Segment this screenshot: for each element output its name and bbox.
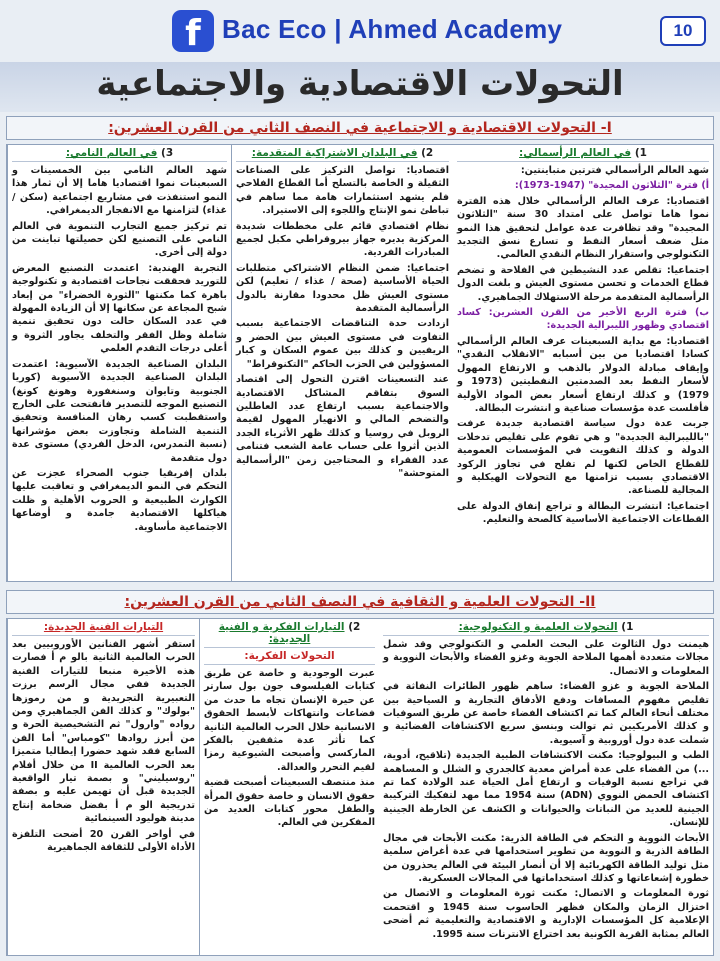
paragraph: أ) فترة "الثلاثون المجيدة" (1947-1973): (514, 180, 709, 192)
paragraph: بلدان إفريقيا جنوب الصحراء عجزت عن التحكم في النمو الديمغرافي و تعاقبت عليها الكوارث الطبيعية و الحروب الأهلية و ظلت هياكلها الاقتصادية جامدة و أوضاعها الاجتماعية مأساوية. (12, 467, 227, 533)
brand-name: Bac Eco | Ahmed Academy (222, 14, 563, 44)
col-scientific-changes (379, 619, 713, 955)
facebook-icon: f (172, 10, 214, 52)
paragraph: ازدادت حدة التناقضات الاجتماعية بسبب التفاوت في مستوى العيش بين الحضر و الريفيين و كذلك بين عموم السكان و كبار المسؤولين في الحزب الحاكم "التكنوقراط" (236, 318, 449, 370)
col-socialist-heading: 2) في البلدان الاشتراكية المتقدمة: (236, 147, 449, 162)
col-artistic-heading: التيارات الفنية الجديدة: (12, 621, 195, 636)
paragraph: ب) فترة الربع الأخير من القرن العشرين: كساد اقتصادي وظهور الليبرالية الجديدة: (457, 307, 709, 332)
paragraph: تم تركيز جميع التجارب التنموية في العالم النامي على التصنيع لكن حصيلتها تباينت من دولة إلى أخرى. (12, 220, 227, 259)
paragraph: شهد العالم الرأسمالي فترتين متباينتين: (520, 165, 709, 176)
col-artistic-currents (7, 619, 199, 955)
paragraph: منذ منتصف السبعينات أصبحت قضية حقوق الانسان و خاصة حقوق المرأة والطفل محور كتابات العديد من المفكرين في العالم. (204, 777, 375, 829)
paragraph: في أواخر القرن 20 أضحت التلفزة الأداة الأولى للثقافة الجماهيرية (12, 828, 195, 854)
paragraph: شهد العالم النامي بين الخمسينات و السبعينات نموا اقتصاديا هاما إلا أن ثمار هذا النمو استنفذت في مشاريع اجتماعية (سكن / غذاء) لتزامنها مع الانفجار الديمغرافي. (12, 165, 227, 217)
col-developing-world (7, 145, 231, 581)
section-2-heading-text: II- التحولات العلمية و الثقافية في النصف الثاني من القرن العشرين: (124, 594, 596, 610)
page-title: التحولات الاقتصادية والاجتماعية (96, 64, 624, 104)
paragraph: اقتصاديا: مع بداية السبعينات عرف العالم الرأسمالي كسادا اقتصاديا من بين أسبابه "الانقلاب النقدي" وإيقاف مبادلة الدولار بالذهب و الارتفاع المهول لأسعار النفط بعد الصدمتين النفطيتين (1973 و 1979) و كذلك ارتفاع أسعار بعض المواد الأولية فأفلست عدة مؤسسات صناعية و انتشرت البطالة. (457, 335, 709, 414)
paragraph: الأبحاث النووية و التحكم في الطاقة الذرية: مكنت الأبحاث في مجال الطاقة الذرية و النووية من تطوير استخدامها في عدة أغراض سلمية مثل توليد الطاقة الكهربائية إلا أن أنصار البيئة في العالم يحذرون من خطورة إشعاعاتها و كذلك استخداماتها في المجالات العسكرية. (383, 832, 709, 884)
title-banner (0, 62, 720, 112)
paragraph: الطب و البيولوجيا: مكنت الاكتشافات الطبية الجديدة (تلاقيح، أدوية، ...) من القضاء على عدة أمراض معدية كالجدري و الشلل و المساهمة في تراجع نسبة الوفيات و ارتفاع أمل الحياة عند الولادة كما تم اكتشاف الحمض النووي (ADN) سنة 1954 مما مهد لتفكيك التركيبة الجينية للعديد من النباتات والحيوانات و الكشف عن الخارطة الجينية للإنسان. (383, 750, 710, 829)
page-header (0, 0, 720, 62)
col-intellectual-heading: 2) التيارات الفكرية و الفنية الجديدة: (204, 621, 375, 648)
section-1-heading (6, 116, 714, 140)
section-1-heading-text: I- التحولات الاقتصادية و الاجتماعية في النصف الثاني من القرن العشرين: (108, 120, 612, 136)
col-scientific-heading: 1) التحولات العلمية و التكنولوجية: (383, 621, 709, 636)
col-intellectual-changes (199, 619, 379, 955)
col-socialist-countries (231, 145, 453, 581)
page-number-badge: 10 (660, 16, 706, 46)
paragraph: البلدان الصناعية الجديدة الآسيوية: اعتمدت البلدان الصناعية الجديدة الآسيوية (كوريا الجنوبية وتايوان وسنغفورة وهونغ كونغ) التصنيع الموجه للتصدير فانفتحت على الخارج واستقطبت كسب رهان المنافسة وتحقيق التنمية الشاملة وتجاوزت بعض مؤشراتها (نسبة التمدرس، الدخل الفردي) مستوى عدة دول متقدمة (12, 358, 227, 464)
paragraph: اجتماعيا: ضمن النظام الاشتراكي متطلبات الحياة الأساسية (صحة / غذاء / تعليم) لكن مستوى العيش ظل محدودا مقارنة بالدول الرأسمالية المتقدمة (236, 262, 449, 315)
section-2-panel (6, 618, 714, 956)
paragraph: التجربة الهندية: اعتمدت التصنيع المعرض للتوريد فحققت نجاحات اقتصادية و تكنولوجية باهرة كما مكنتها "الثورة الخضراء" من إبعاد شبح المجاعة عن سكانها إلا أن الزيادة المهولة في عدد السكان حالت دون تحقيق تنمية شاملة وظل الفقر والتخلف يجاور الثروة و أعلى درجات التقدم العلمي (12, 262, 227, 355)
paragraph: اجتماعيا: انتشرت البطالة و تراجع إنفاق الدولة على القطاعات الاجتماعية الأساسية كالصحة والتعليم. (457, 500, 709, 526)
col-capitalist-world (453, 145, 713, 581)
col-developing-heading: 3) في العالم النامي: (12, 147, 227, 162)
paragraph: عبرت الوجودية و خاصة عن طريق كتابات الفيلسوف جون بول سارتر عن حيرة الإنسان تجاه ما حدث من فضاعات وانتهاكات لأبسط الحقوق الانسانية خلال الحرب العالمية الثانية كما تأثر عدة مثقفين بالفكر الماركسي وأصبحت الشيوعية رمزا لقيم التحرر والعدالة. (204, 668, 375, 773)
section-1-panel (6, 144, 714, 582)
paragraph: ثورة المعلومات و الاتصال: مكنت ثورة المعلومات و الاتصال من اختزال الزمان والمكان فظهر الحاسوب سنة 1945 و اقتحمت الإعلامية كل المؤسسات الإدارية و الاقتصادية والتعليمية ثم أضحى العالم بمثابة القرية الكونية بعد اختراع الانترنات سنة 1995. (383, 888, 709, 940)
col-capitalist-heading: 1) في العالم الرأسمالي: (457, 147, 709, 162)
paragraph: اجتماعيا: تقلص عدد النشيطين في الفلاحة و تضخم قطاع الخدمات و تحسن مستوى العيش و بلغت الدول الرأسمالية المتقدمة مرحلة الاستهلاك الجماهيري. (457, 264, 709, 303)
paragraph: استقر أشهر الفنانين الأوروبيين بعد الحرب العالمية الثانية بالو م أ فصارت هذه الأخيرة منبعا للتيارات الفنية الجديدة ففي مجال الرسم برزت التعبيرية التجريدية و من رموزها "بولوك" و كذلك الفن الجماهيري ومن رواده "وارول" ثم التشخيصية الحرة و من أبرز روادها "كومباس" أما الفن السابع فقد شهد حضورا إيطاليا متميزا بعد الحرب العالمية II من خلال أفلام "روسيليني" و بصمة تيار الواقعية الجديدة قبل أن تهيمن عليه و بصفة تدريجية الو م أ بفضل ضخامة إنتاج مدينة هوليود السينمائية (12, 639, 195, 825)
col-intellectual-subheading: التحولات الفكرية: (204, 650, 375, 665)
paragraph: اقتصاديا: عرف العالم الرأسمالي خلال هذه الفترة نموا هاما تواصل على امتداد 30 سنة "الثلاثون المجيدة" وقد تظافرت عدة عوامل لتحقيق هذا النمو مثل ضعف أسعار النفط و تسارع نسق التجديد التكنولوجي واستقرار النظام النقدي العالمي. (457, 195, 709, 261)
paragraph: اقتصاديا: تواصل التركيز على الصناعات الثقيلة و الخاصة بالتسلح أما القطاع الفلاحي فلم يشهد استثمارات هامة مما ساهم في تباطئ نمو الإنتاج واللجوء إلى الاستيراد. (236, 165, 449, 217)
paragraph: نظام اقتصادي قائم على مخططات شديدة المركزية يديره جهاز بيروقراطي مكبل لجميع المبادرات الفردية. (236, 220, 449, 259)
section-2-heading (6, 590, 714, 614)
paragraph: الملاحة الجوية و غزو الفضاء: ساهم ظهور الطائرات النفاثة في تقليص مفهوم المسافات ودفع الأدفاق التجارية و السياحية بين مختلف أنحاء العالم كما تم اكتشاف الفضاء خاصة عن طريق السوفيات و كذلك الأمريكيين ثم توالت وبنسق سريع الاكتشافات الفضائية و شملت عدة دول أوروبية و آسيوية. (383, 681, 709, 746)
paragraph: جربت عدة دول سياسة اقتصادية جديدة عرفت "بالليبرالية الجديدة" و هي تقوم على تقليص تدخلات الدولة و كذلك التفويت في المؤسسات العمومية للقطاع الخاص لكنها لم تفلح في تجاوز الركود الاقتصادي بسبب تزامنها مع التحولات الهيكلية و المجالية للصناعة. (457, 418, 709, 497)
paragraph: هيمنت دول الثالوث على البحث العلمي و التكنولوجي وقد شمل مجالات متعددة أهمها الملاحة الجوية وغزو الفضاء والأبحاث النووية و المعلومات و الاتصال. (383, 639, 709, 677)
paragraph: عند التسعينات اقترن التحول إلى اقتصاد السوق بتفاقم المشاكل الاقتصادية والاجتماعية بسبب ارتفاع عدد العاطلين والتضخم المالي و الانهيار المهول لقيمة الروبل في روسيا و كذلك ظهر الأثرياء الجدد الذين أثروا على حساب عامة الشعب فتنامى عدد الفقراء و المحتاجين زمن "الرأسمالية المتوحشة" (236, 374, 449, 479)
